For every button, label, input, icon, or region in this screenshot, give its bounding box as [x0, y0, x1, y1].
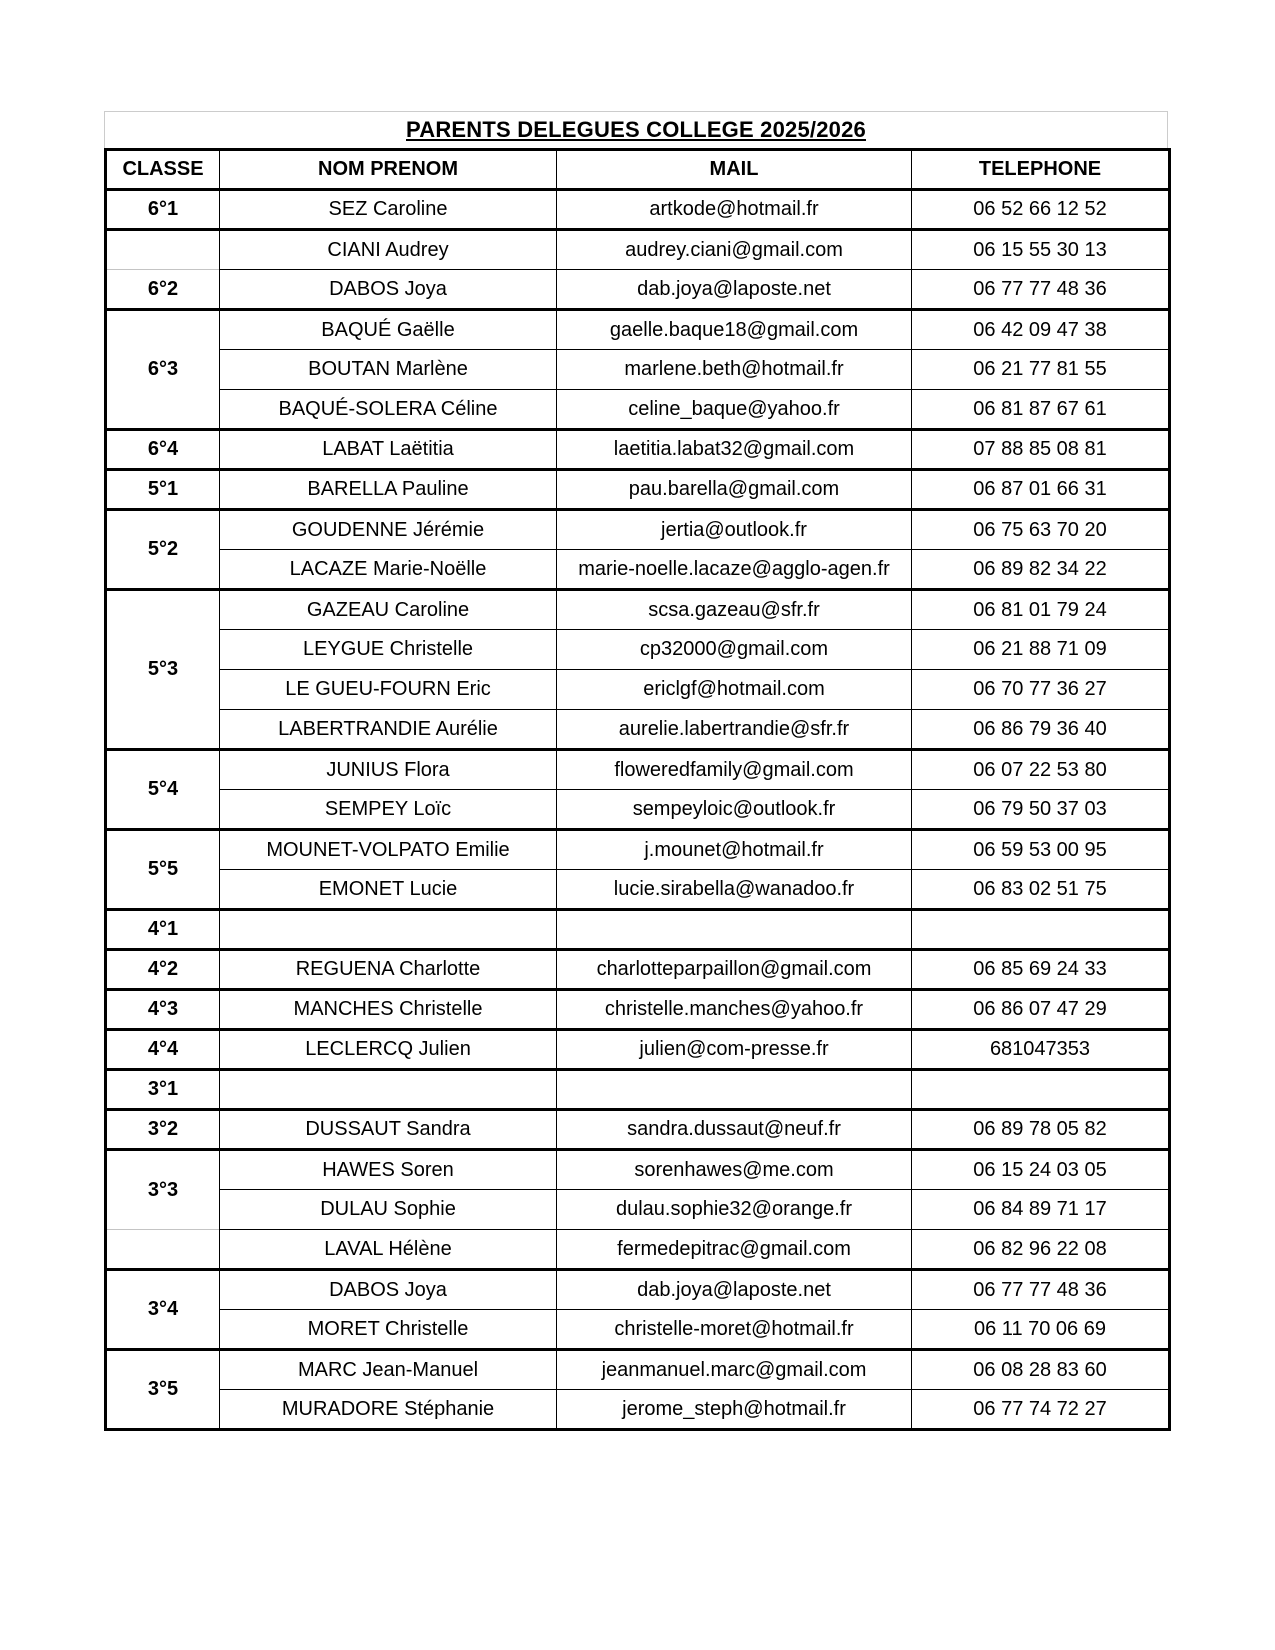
mail-cell: laetitia.labat32@gmail.com — [557, 430, 912, 470]
table-row — [106, 990, 1170, 1030]
name-cell: CIANI Audrey — [220, 230, 557, 270]
table-row — [106, 430, 1170, 470]
classe-cell — [106, 1230, 220, 1270]
classe-cell: 4°3 — [106, 990, 220, 1030]
mail-cell: christelle.manches@yahoo.fr — [557, 990, 912, 1030]
classe-cell: 5°4 — [106, 750, 220, 830]
phone-cell: 06 15 24 03 05 — [912, 1150, 1170, 1190]
mail-cell: christelle-moret@hotmail.fr — [557, 1310, 912, 1350]
mail-cell: audrey.ciani@gmail.com — [557, 230, 912, 270]
table-row — [106, 230, 1170, 270]
name-cell: MORET Christelle — [220, 1310, 557, 1350]
name-cell: MANCHES Christelle — [220, 990, 557, 1030]
table-row — [106, 750, 1170, 790]
classe-cell — [106, 230, 220, 270]
name-cell: DUSSAUT Sandra — [220, 1110, 557, 1150]
phone-cell: 06 08 28 83 60 — [912, 1350, 1170, 1390]
classe-cell: 6°1 — [106, 190, 220, 230]
mail-cell: marie-noelle.lacaze@agglo-agen.fr — [557, 550, 912, 590]
phone-cell: 07 88 85 08 81 — [912, 430, 1170, 470]
table-row — [106, 1230, 1170, 1270]
table-row — [106, 1070, 1170, 1110]
table-row — [106, 590, 1170, 630]
phone-cell: 06 77 74 72 27 — [912, 1390, 1170, 1430]
table-body — [106, 190, 1170, 1430]
name-cell: JUNIUS Flora — [220, 750, 557, 790]
mail-cell: fermedepitrac@gmail.com — [557, 1230, 912, 1270]
classe-cell: 5°2 — [106, 510, 220, 590]
name-cell: BAQUÉ Gaëlle — [220, 310, 557, 350]
table-row — [106, 310, 1170, 350]
column-header-tel: TELEPHONE — [912, 150, 1170, 190]
phone-cell: 06 52 66 12 52 — [912, 190, 1170, 230]
phone-cell: 06 07 22 53 80 — [912, 750, 1170, 790]
name-cell: LABERTRANDIE Aurélie — [220, 710, 557, 750]
phone-cell: 06 89 82 34 22 — [912, 550, 1170, 590]
mail-cell: lucie.sirabella@wanadoo.fr — [557, 870, 912, 910]
table-row — [106, 830, 1170, 870]
mail-cell: cp32000@gmail.com — [557, 630, 912, 670]
table-row — [106, 1150, 1170, 1190]
classe-cell: 3°4 — [106, 1270, 220, 1350]
name-cell: BOUTAN Marlène — [220, 350, 557, 390]
title-bar — [104, 111, 1168, 148]
phone-cell: 06 75 63 70 20 — [912, 510, 1170, 550]
column-header-classe: CLASSE — [106, 150, 220, 190]
phone-cell: 06 59 53 00 95 — [912, 830, 1170, 870]
phone-cell — [912, 910, 1170, 950]
phone-cell: 06 77 77 48 36 — [912, 270, 1170, 310]
mail-cell — [557, 1070, 912, 1110]
table-row — [106, 1190, 1170, 1230]
mail-cell — [557, 910, 912, 950]
phone-cell: 06 77 77 48 36 — [912, 1270, 1170, 1310]
classe-cell: 3°2 — [106, 1110, 220, 1150]
mail-cell: artkode@hotmail.fr — [557, 190, 912, 230]
phone-cell: 681047353 — [912, 1030, 1170, 1070]
column-header-name: NOM PRENOM — [220, 150, 557, 190]
mail-cell: dab.joya@laposte.net — [557, 1270, 912, 1310]
table-row — [106, 390, 1170, 430]
table-row — [106, 510, 1170, 550]
column-header-mail: MAIL — [557, 150, 912, 190]
name-cell: DULAU Sophie — [220, 1190, 557, 1230]
name-cell: GAZEAU Caroline — [220, 590, 557, 630]
name-cell — [220, 910, 557, 950]
mail-cell: jertia@outlook.fr — [557, 510, 912, 550]
phone-cell: 06 79 50 37 03 — [912, 790, 1170, 830]
table-row — [106, 550, 1170, 590]
table-row — [106, 1110, 1170, 1150]
table-row — [106, 1350, 1170, 1390]
mail-cell: sandra.dussaut@neuf.fr — [557, 1110, 912, 1150]
table-row — [106, 670, 1170, 710]
name-cell: LAVAL Hélène — [220, 1230, 557, 1270]
table-row — [106, 950, 1170, 990]
classe-cell: 3°5 — [106, 1350, 220, 1430]
name-cell: BAQUÉ-SOLERA Céline — [220, 390, 557, 430]
phone-cell: 06 86 79 36 40 — [912, 710, 1170, 750]
phone-cell: 06 42 09 47 38 — [912, 310, 1170, 350]
name-cell: MARC Jean-Manuel — [220, 1350, 557, 1390]
mail-cell: celine_baque@yahoo.fr — [557, 390, 912, 430]
name-cell: LE GUEU-FOURN Eric — [220, 670, 557, 710]
table-row — [106, 190, 1170, 230]
name-cell: SEZ Caroline — [220, 190, 557, 230]
classe-cell: 3°3 — [106, 1150, 220, 1230]
mail-cell: j.mounet@hotmail.fr — [557, 830, 912, 870]
name-cell: MOUNET-VOLPATO Emilie — [220, 830, 557, 870]
mail-cell: scsa.gazeau@sfr.fr — [557, 590, 912, 630]
phone-cell: 06 86 07 47 29 — [912, 990, 1170, 1030]
phone-cell: 06 15 55 30 13 — [912, 230, 1170, 270]
name-cell: DABOS Joya — [220, 270, 557, 310]
table-row — [106, 910, 1170, 950]
phone-cell — [912, 1070, 1170, 1110]
table-row — [106, 630, 1170, 670]
table-row — [106, 870, 1170, 910]
table-row — [106, 1270, 1170, 1310]
name-cell: MURADORE Stéphanie — [220, 1390, 557, 1430]
name-cell — [220, 1070, 557, 1110]
mail-cell: pau.barella@gmail.com — [557, 470, 912, 510]
phone-cell: 06 84 89 71 17 — [912, 1190, 1170, 1230]
table-row — [106, 710, 1170, 750]
name-cell: LACAZE Marie-Noëlle — [220, 550, 557, 590]
document-title: PARENTS DELEGUES COLLEGE 2025/2026 — [406, 117, 866, 142]
table-row — [106, 1310, 1170, 1350]
name-cell: HAWES Soren — [220, 1150, 557, 1190]
name-cell: GOUDENNE Jérémie — [220, 510, 557, 550]
mail-cell: marlene.beth@hotmail.fr — [557, 350, 912, 390]
mail-cell: julien@com-presse.fr — [557, 1030, 912, 1070]
document-page — [104, 111, 1168, 1431]
mail-cell: charlotteparpaillon@gmail.com — [557, 950, 912, 990]
phone-cell: 06 70 77 36 27 — [912, 670, 1170, 710]
name-cell: DABOS Joya — [220, 1270, 557, 1310]
phone-cell: 06 21 88 71 09 — [912, 630, 1170, 670]
phone-cell: 06 21 77 81 55 — [912, 350, 1170, 390]
classe-cell: 6°3 — [106, 310, 220, 430]
classe-cell: 5°5 — [106, 830, 220, 910]
table-row — [106, 470, 1170, 510]
mail-cell: sorenhawes@me.com — [557, 1150, 912, 1190]
table-row — [106, 1390, 1170, 1430]
name-cell: REGUENA Charlotte — [220, 950, 557, 990]
mail-cell: jeanmanuel.marc@gmail.com — [557, 1350, 912, 1390]
mail-cell: sempeyloic@outlook.fr — [557, 790, 912, 830]
phone-cell: 06 85 69 24 33 — [912, 950, 1170, 990]
name-cell: LABAT Laëtitia — [220, 430, 557, 470]
phone-cell: 06 11 70 06 69 — [912, 1310, 1170, 1350]
mail-cell: ericlgf@hotmail.com — [557, 670, 912, 710]
table-row — [106, 1030, 1170, 1070]
parents-delegates-table — [104, 148, 1171, 1431]
classe-cell: 6°4 — [106, 430, 220, 470]
table-row — [106, 790, 1170, 830]
table-header — [106, 150, 1170, 190]
classe-cell: 5°1 — [106, 470, 220, 510]
phone-cell: 06 89 78 05 82 — [912, 1110, 1170, 1150]
mail-cell: aurelie.labertrandie@sfr.fr — [557, 710, 912, 750]
name-cell: EMONET Lucie — [220, 870, 557, 910]
phone-cell: 06 81 01 79 24 — [912, 590, 1170, 630]
classe-cell: 4°2 — [106, 950, 220, 990]
mail-cell: floweredfamily@gmail.com — [557, 750, 912, 790]
name-cell: LEYGUE Christelle — [220, 630, 557, 670]
phone-cell: 06 83 02 51 75 — [912, 870, 1170, 910]
classe-cell: 3°1 — [106, 1070, 220, 1110]
phone-cell: 06 87 01 66 31 — [912, 470, 1170, 510]
classe-cell: 6°2 — [106, 270, 220, 310]
mail-cell: gaelle.baque18@gmail.com — [557, 310, 912, 350]
mail-cell: dulau.sophie32@orange.fr — [557, 1190, 912, 1230]
mail-cell: dab.joya@laposte.net — [557, 270, 912, 310]
mail-cell: jerome_steph@hotmail.fr — [557, 1390, 912, 1430]
classe-cell: 4°4 — [106, 1030, 220, 1070]
name-cell: BARELLA Pauline — [220, 470, 557, 510]
phone-cell: 06 82 96 22 08 — [912, 1230, 1170, 1270]
table-row — [106, 350, 1170, 390]
name-cell: LECLERCQ Julien — [220, 1030, 557, 1070]
table-row — [106, 270, 1170, 310]
header-row — [106, 150, 1170, 190]
name-cell: SEMPEY Loïc — [220, 790, 557, 830]
classe-cell: 4°1 — [106, 910, 220, 950]
phone-cell: 06 81 87 67 61 — [912, 390, 1170, 430]
classe-cell: 5°3 — [106, 590, 220, 750]
